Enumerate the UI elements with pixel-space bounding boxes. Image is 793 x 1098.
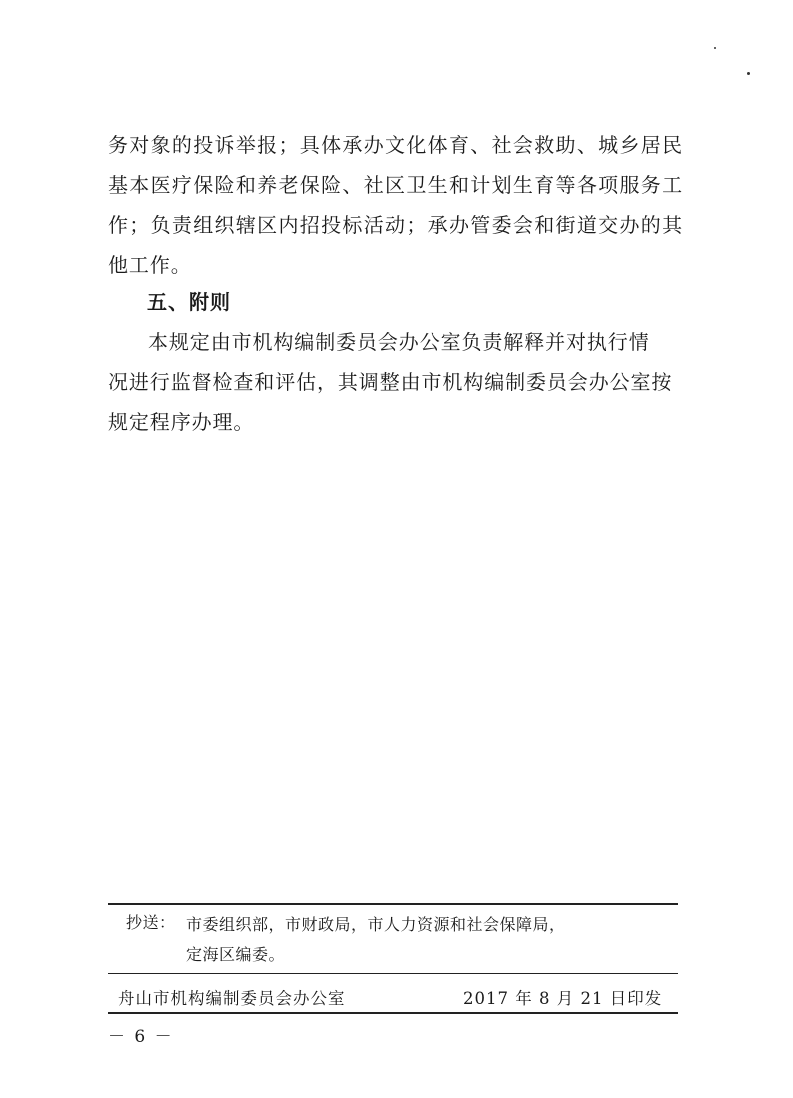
body-line: 基本医疗保险和养老保险、社区卫生和计划生育等各项服务工 <box>108 173 683 197</box>
page-number: － 6 － <box>108 1027 174 1047</box>
issuing-office: 舟山市机构编制委员会办公室 <box>118 989 346 1008</box>
body-line: 他工作。 <box>108 253 192 277</box>
footer-rule-bottom <box>108 1012 678 1014</box>
body-paragraph-continued <box>108 125 683 285</box>
body-paragraph-supplementary <box>108 322 683 442</box>
body-line: 本规定由市机构编制委员会办公室负责解释并对执行情 <box>148 330 650 354</box>
cc-recipients-line: 定海区编委。 <box>186 945 286 964</box>
section-heading: 五、附则 <box>147 290 231 314</box>
cc-recipients <box>186 910 566 970</box>
footer-rule-middle <box>108 973 678 974</box>
cc-recipients-line: 市委组织部，市财政局，市人力资源和社会保障局， <box>186 915 566 934</box>
cc-label: 抄送： <box>126 913 176 932</box>
body-line: 作；负责组织辖区内招投标活动；承办管委会和街道交办的其 <box>108 213 683 237</box>
body-line: 况进行监督检查和评估，其调整由市机构编制委员会办公室按 <box>108 370 673 394</box>
body-line: 规定程序办理。 <box>108 410 255 434</box>
scan-speck <box>714 47 716 49</box>
issue-date: 2017 年 8 月 21 日印发 <box>463 989 663 1008</box>
footer-rule-top <box>108 903 678 905</box>
scan-speck <box>747 72 750 75</box>
body-line: 务对象的投诉举报；具体承办文化体育、社会救助、城乡居民 <box>108 133 683 157</box>
